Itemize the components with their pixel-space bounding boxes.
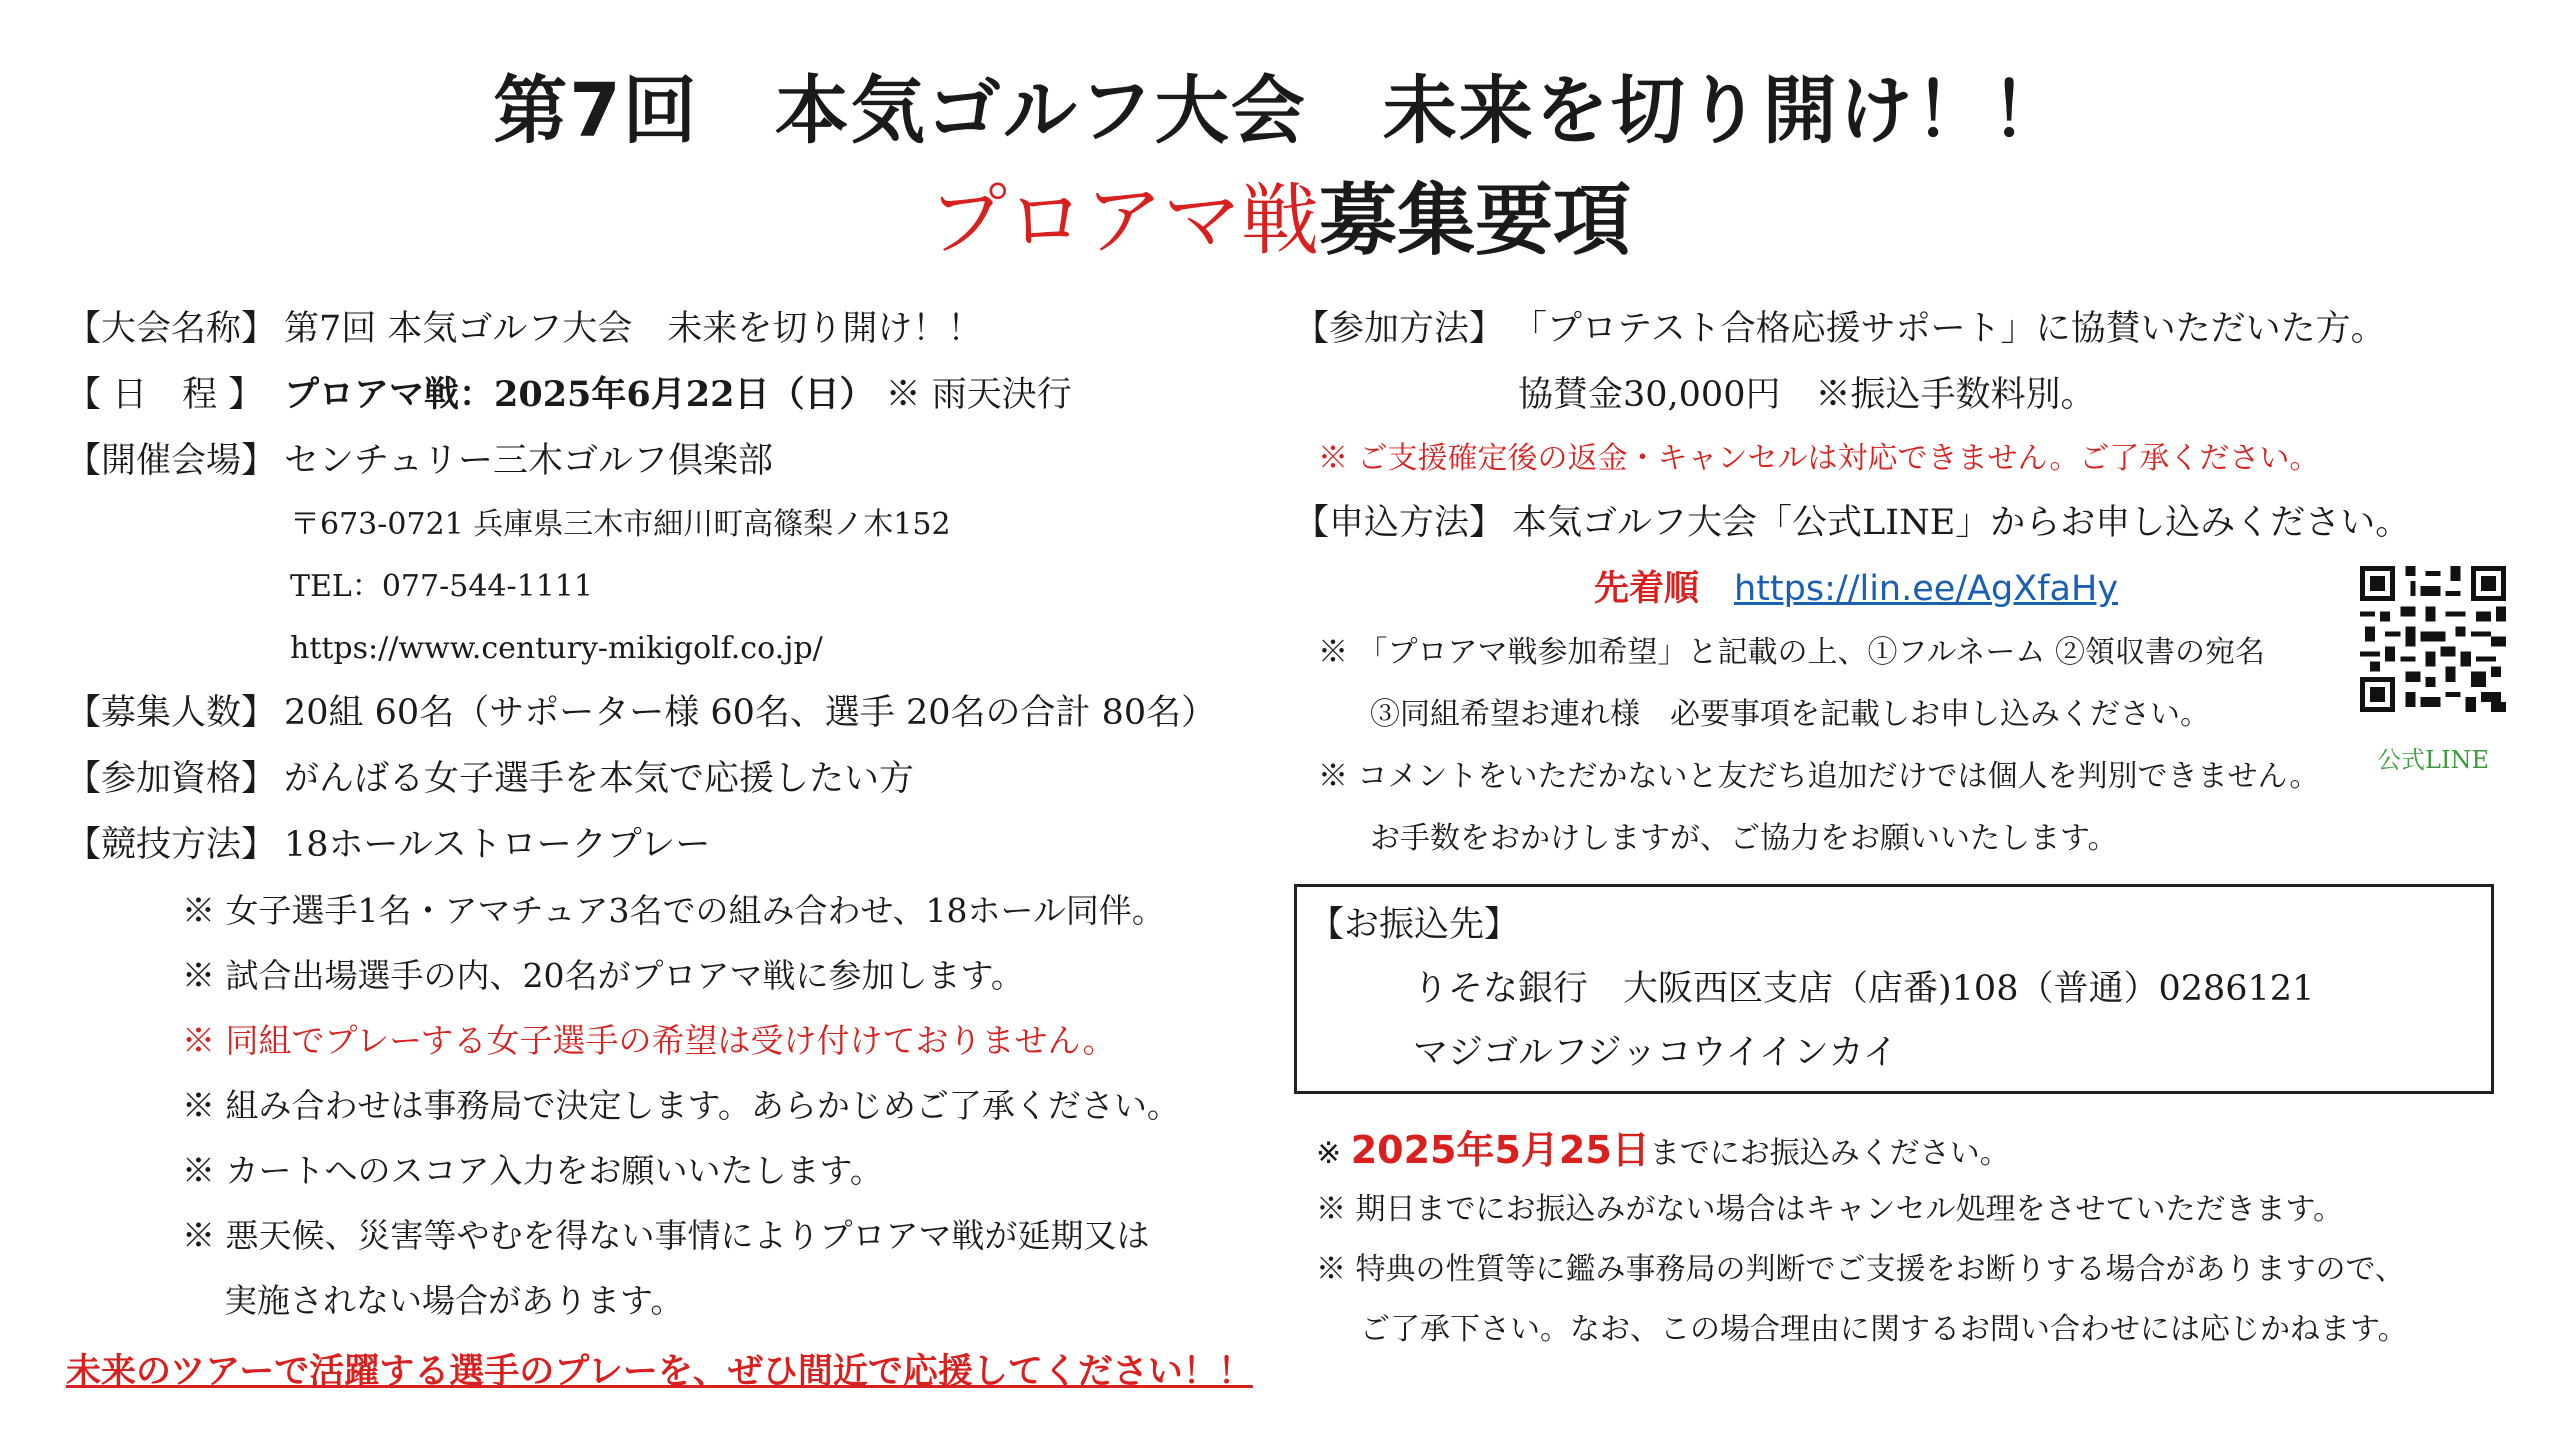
first-come-label: 先着順 xyxy=(1594,569,1700,609)
format-note: ※ 悪天候、災害等やむを得ない事情によりプロアマ戦が延期又は xyxy=(182,1216,1150,1255)
venue-address: 〒673-0721 兵庫県三木市細川町高篠梨ノ木152 xyxy=(290,507,951,542)
deadline-note: ※ 特典の性質等に鑑み事務局の判断でご支援をお断りする場合がありますので、 xyxy=(1316,1252,2405,1287)
qualification-value: がんばる女子選手を本気で応援したい方 xyxy=(284,759,915,799)
join-key: 【参加方法】 xyxy=(1294,309,1505,349)
join-value: 「プロテスト合格応援サポート」に協賛いただいた方。 xyxy=(1512,309,2386,349)
apply-note: ※ コメントをいただかないと友だち追加だけでは個人を判別できません。 xyxy=(1318,759,2320,794)
apply-note-cont: お手数をおかけしますが、ご協力をお願いいたします。 xyxy=(1370,821,2118,856)
bank-info-box xyxy=(1294,884,2494,1094)
apply-value: 本気ゴルフ大会「公式LINE」からお申し込みください。 xyxy=(1512,503,2411,543)
subtitle-pro-am: プロアマ戦 xyxy=(928,176,1319,266)
join-fee: 協賛金30,000円 ※振込手数料別。 xyxy=(1518,375,2096,415)
footer-message: 未来のツアーで活躍する選手のプレーを、ぜひ間近で応援してください！！ xyxy=(66,1352,1253,1392)
deadline-note: ※ 期日までにお振込みがない場合はキャンセル処理をさせていただきます。 xyxy=(1316,1192,2344,1227)
left-column xyxy=(66,296,1266,1333)
schedule-value: プロアマ戦：2025年6月22日（日） xyxy=(284,374,875,415)
capacity-key: 【募集人数】 xyxy=(66,693,277,733)
capacity-value: 20組 60名（サポーター様 60名、選手 20名の合計 80名） xyxy=(284,693,1217,733)
venue-url[interactable]: https://www.century-mikigolf.co.jp/ xyxy=(290,631,823,666)
format-note: ※ 試合出場選手の内、20名がプロアマ戦に参加します。 xyxy=(182,956,1024,995)
line-qr-code-icon[interactable] xyxy=(2360,566,2506,712)
apply-key: 【申込方法】 xyxy=(1294,503,1505,543)
subtitle-guidelines: 募集要項 xyxy=(1319,176,1632,266)
apply-row xyxy=(1294,490,2514,556)
bank-account: りそな銀行 大阪西区支店（店番)108（普通）0286121 xyxy=(1413,969,2315,1009)
format-value: 18ホールストロークプレー xyxy=(284,825,711,865)
deadline-section xyxy=(1316,1120,2516,1360)
format-note: ※ 組み合わせは事務局で決定します。あらかじめご了承ください。 xyxy=(182,1086,1180,1125)
event-name-key: 【大会名称】 xyxy=(66,309,277,349)
line-link[interactable]: https://lin.ee/AgXfaHy xyxy=(1734,569,2119,609)
format-note: ※ 女子選手1名・アマチュア3名での組み合わせ、18ホール同伴。 xyxy=(182,891,1165,930)
apply-note: ※ 「プロアマ戦参加希望」と記載の上、①フルネーム ②領収書の宛名 xyxy=(1318,635,2265,670)
format-row xyxy=(66,812,1266,878)
format-note-warning: ※ 同組でプレーする女子選手の希望は受け付けておりません。 xyxy=(182,1021,1116,1060)
page-title: 第7回 本気ゴルフ大会 未来を切り開け！！ xyxy=(493,68,2067,154)
schedule-row xyxy=(66,362,1266,428)
apply-link-row xyxy=(1294,556,2514,622)
venue-row xyxy=(66,428,1266,494)
deadline-row xyxy=(1316,1120,2516,1180)
qualification-key: 【参加資格】 xyxy=(66,759,277,799)
bank-holder: マジゴルフジッコウイインカイ xyxy=(1413,1033,1898,1073)
qr-label: 公式LINE xyxy=(2377,746,2489,774)
venue-tel: TEL：077-544-1111 xyxy=(290,569,593,604)
format-key: 【競技方法】 xyxy=(66,825,277,865)
deadline-note-cont: ご了承下さい。なお、この場合理由に関するお問い合わせには応じかねます。 xyxy=(1360,1312,2408,1347)
format-note: ※ カートへのスコア入力をお願いいたします。 xyxy=(182,1151,883,1190)
venue-value: センチュリー三木ゴルフ倶楽部 xyxy=(284,441,773,481)
bank-key: 【お振込先】 xyxy=(1309,905,1520,945)
event-name-row xyxy=(66,296,1266,362)
schedule-key: 【 日 程 】 xyxy=(66,375,264,415)
apply-note-cont: ③同組希望お連れ様 必要事項を記載しお申し込みください。 xyxy=(1370,697,2210,732)
event-name-value: 第7回 本気ゴルフ大会 未来を切り開け！！ xyxy=(284,309,983,349)
join-row xyxy=(1294,296,2514,362)
deadline-date: 2025年5月25日 xyxy=(1350,1128,1650,1172)
deadline-rest: までにお振込みください。 xyxy=(1649,1136,2010,1171)
capacity-row xyxy=(66,680,1266,746)
page-subtitle xyxy=(0,158,2560,270)
schedule-note: ※ 雨天決行 xyxy=(885,375,1072,415)
venue-key: 【開催会場】 xyxy=(66,441,277,481)
join-refund-note: ※ ご支援確定後の返金・キャンセルは対応できません。ご了承ください。 xyxy=(1318,441,2320,476)
deadline-mark: ※ xyxy=(1316,1136,1342,1171)
qualification-row xyxy=(66,746,1266,812)
right-column xyxy=(1294,296,2514,870)
format-note-cont: 実施されない場合があります。 xyxy=(224,1281,684,1320)
